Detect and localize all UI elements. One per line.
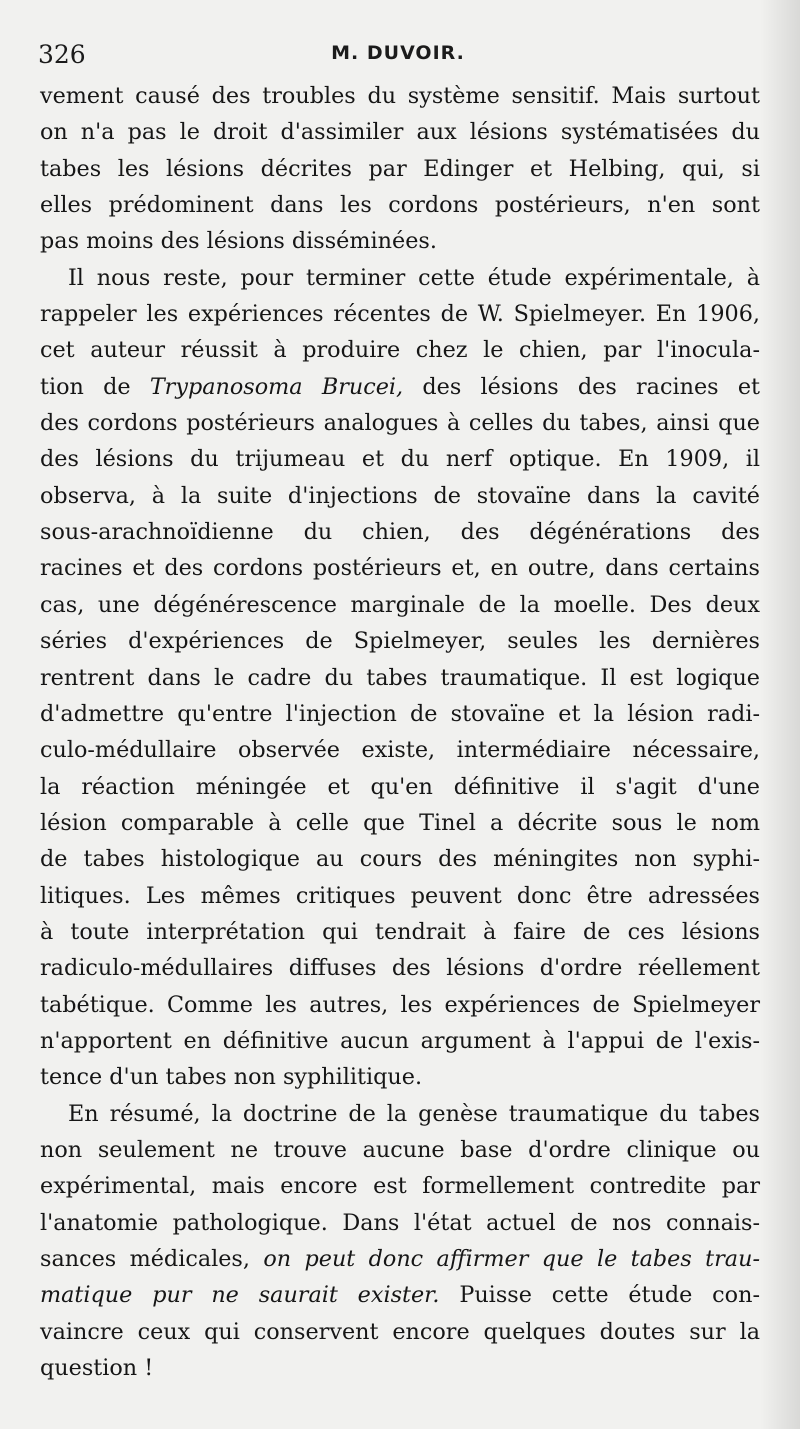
text-line: elles prédominent dans les cordons postérieurs, n'en sont [40,192,760,219]
text-line: tabes les lésions décrites par Edinger et Helbing, qui, si [40,155,760,182]
text-line: des cordons postérieurs analogues à celles du tabes, ainsi que [40,410,760,437]
text-line: tabétique. Comme les autres, les expériences de Spielmeyer [40,991,760,1018]
text-line: cet auteur réussit à produire chez le chien, par l'inocula- [40,337,760,364]
text-line: d'admettre qu'entre l'injection de stovaïne et la lésion radi- [40,700,760,727]
text-line: racines et des cordons postérieurs et, en outre, dans certains [40,555,760,582]
text-line: la réaction méningée et qu'en définitive il s'agit d'une [40,773,760,800]
text-line: des lésions du trijumeau et du nerf optique. En 1909, il [40,446,760,473]
text-line: culo-médullaire observée existe, intermédiaire nécessaire, [40,737,760,764]
text-line: Il nous reste, pour terminer cette étude expérimentale, à [68,264,760,291]
running-head: M. DUVOIR. [331,42,465,64]
text-line: séries d'expériences de Spielmeyer, seules les dernières [40,628,760,655]
page-shadow [760,0,800,1429]
text-line: rentrent dans le cadre du tabes traumatique. Il est logique [40,664,760,691]
text-line: rappeler les expériences récentes de W. Spielmeyer. En 1906, [40,301,760,328]
text-run: tion de [40,373,150,400]
text-line: vaincre ceux qui conservent encore quelques doutes sur la [40,1318,760,1345]
text-line [40,369,760,405]
text-line: question ! [40,1355,154,1382]
text-line [40,1241,760,1277]
text-line: sous-arachnoïdienne du chien, des dégénérations des [40,519,760,546]
text-line: à toute interprétation qui tendrait à faire de ces lésions [40,918,760,945]
body-text [40,78,760,1386]
text-line: l'anatomie pathologique. Dans l'état actuel de nos connais- [40,1209,760,1236]
text-line: vement causé des troubles du système sensitif. Mais surtout [40,83,760,109]
text-run: des lésions des racines et [403,373,760,400]
text-line: pas moins des lésions disséminées. [40,228,437,255]
text-line: de tabes histologique au cours des méningites non syphi- [40,846,760,873]
text-line: radiculo-médullaires diffuses des lésions d'ordre réellement [40,955,760,982]
italic-conclusion: matique pur ne saurait exister. [40,1282,440,1309]
page-number: 326 [38,40,86,69]
italic-species-name: Trypanosoma Brucei, [149,373,404,400]
text-line: En résumé, la doctrine de la genèse traumatique du tabes [68,1100,760,1127]
text-line: lésion comparable à celle que Tinel a décrite sous le nom [40,809,760,836]
text-run: Puisse cette étude con- [439,1282,760,1309]
text-line: non seulement ne trouve aucune base d'ordre clinique ou [40,1136,760,1163]
text-line: tence d'un tabes non syphilitique. [40,1064,423,1091]
italic-conclusion: on peut donc affirmer que le tabes trau- [263,1246,760,1272]
text-run: sances médicales, [40,1246,264,1272]
page-header [38,36,758,72]
text-line: on n'a pas le droit d'assimiler aux lésions systématisées du [40,119,760,146]
text-line: cas, une dégénérescence marginale de la moelle. Des deux [40,591,760,618]
text-line: observa, à la suite d'injections de stovaïne dans la cavité [40,482,760,509]
text-line: n'apportent en définitive aucun argument à l'appui de l'exis- [40,1027,760,1054]
text-line [40,1277,760,1313]
text-line: expérimental, mais encore est formellement contredite par [40,1173,760,1200]
text-line: litiques. Les mêmes critiques peuvent donc être adressées [40,882,760,909]
